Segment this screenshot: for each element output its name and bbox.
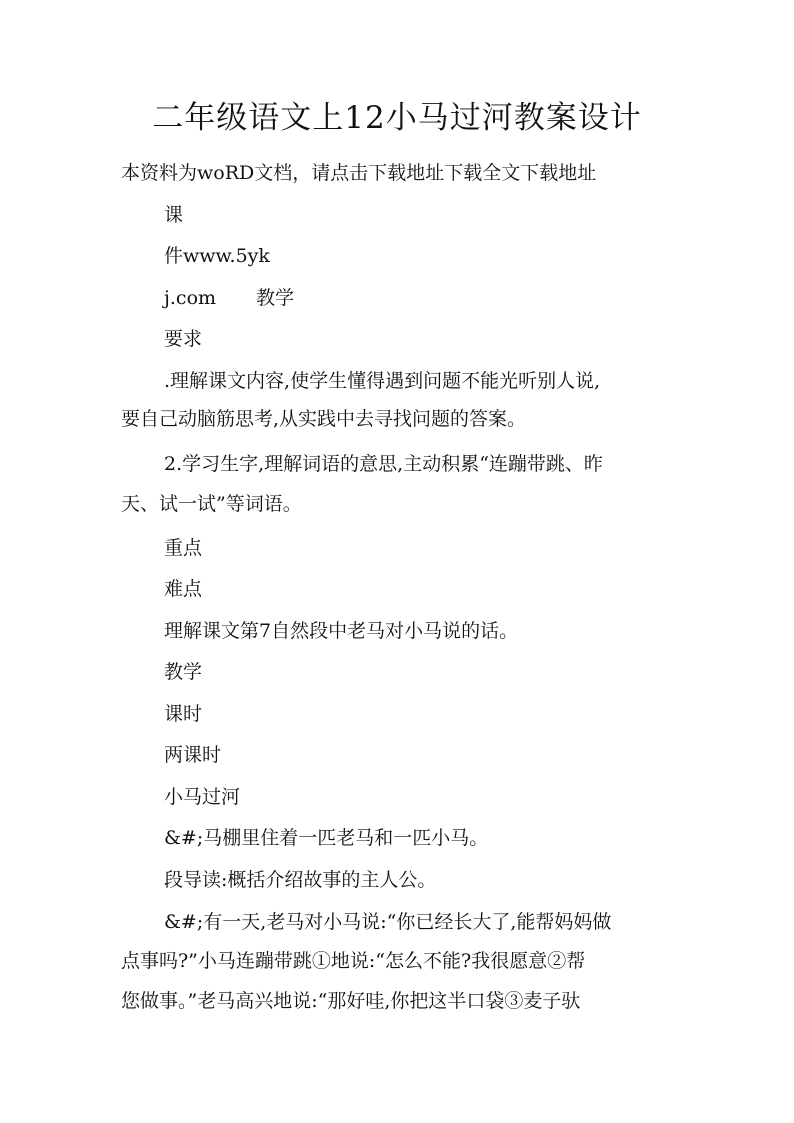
text-line: 小马过河	[164, 786, 241, 808]
text-line: 理解课文第7自然段中老马对小马说的话。	[164, 620, 519, 642]
document-title: 二年级语文上12小马过河教案设计	[152, 100, 642, 136]
text-line: 要求	[164, 328, 203, 350]
text-line: &#;马棚里住着一匹老马和一匹小马。	[164, 827, 489, 849]
text-line: 2.学习生字,理解词语的意思,主动积累“连蹦带跳、昨	[164, 453, 603, 475]
text-line: .理解课文内容,使学生懂得遇到问题不能光听别人说,	[164, 370, 601, 392]
text-line	[164, 285, 294, 311]
text-line: 您做事。”老马高兴地说:“那好哇,你把这半口袋③麦子驮	[121, 990, 581, 1012]
text-line: 重点	[164, 537, 203, 559]
text-line: 要自己动脑筋思考,从实践中去寻找问题的答案。	[121, 408, 527, 430]
text-line: 件www.5yk	[164, 245, 270, 267]
text-line: 教学	[164, 661, 203, 683]
text-line: &#;有一天,老马对小马说:“你已经长大了,能帮妈妈做	[164, 911, 612, 933]
url-fragment: j.com	[164, 287, 217, 309]
text-line: 课	[164, 204, 184, 226]
text-line: 点事吗?”小马连蹦带跳①地说:“怎么不能?我很愿意②帮	[121, 950, 586, 972]
text-line: 两课时	[164, 744, 222, 766]
text-line: 难点	[164, 578, 203, 600]
section-label: 教学	[256, 287, 295, 309]
text-line: 课时	[164, 703, 203, 725]
text-line: 天、试一试”等词语。	[121, 493, 302, 515]
text-line: 段导读:概括介绍故事的主人公。	[164, 869, 437, 891]
download-notice: 本资料为woRD文档，请点击下载地址下载全文下载地址	[121, 162, 597, 184]
